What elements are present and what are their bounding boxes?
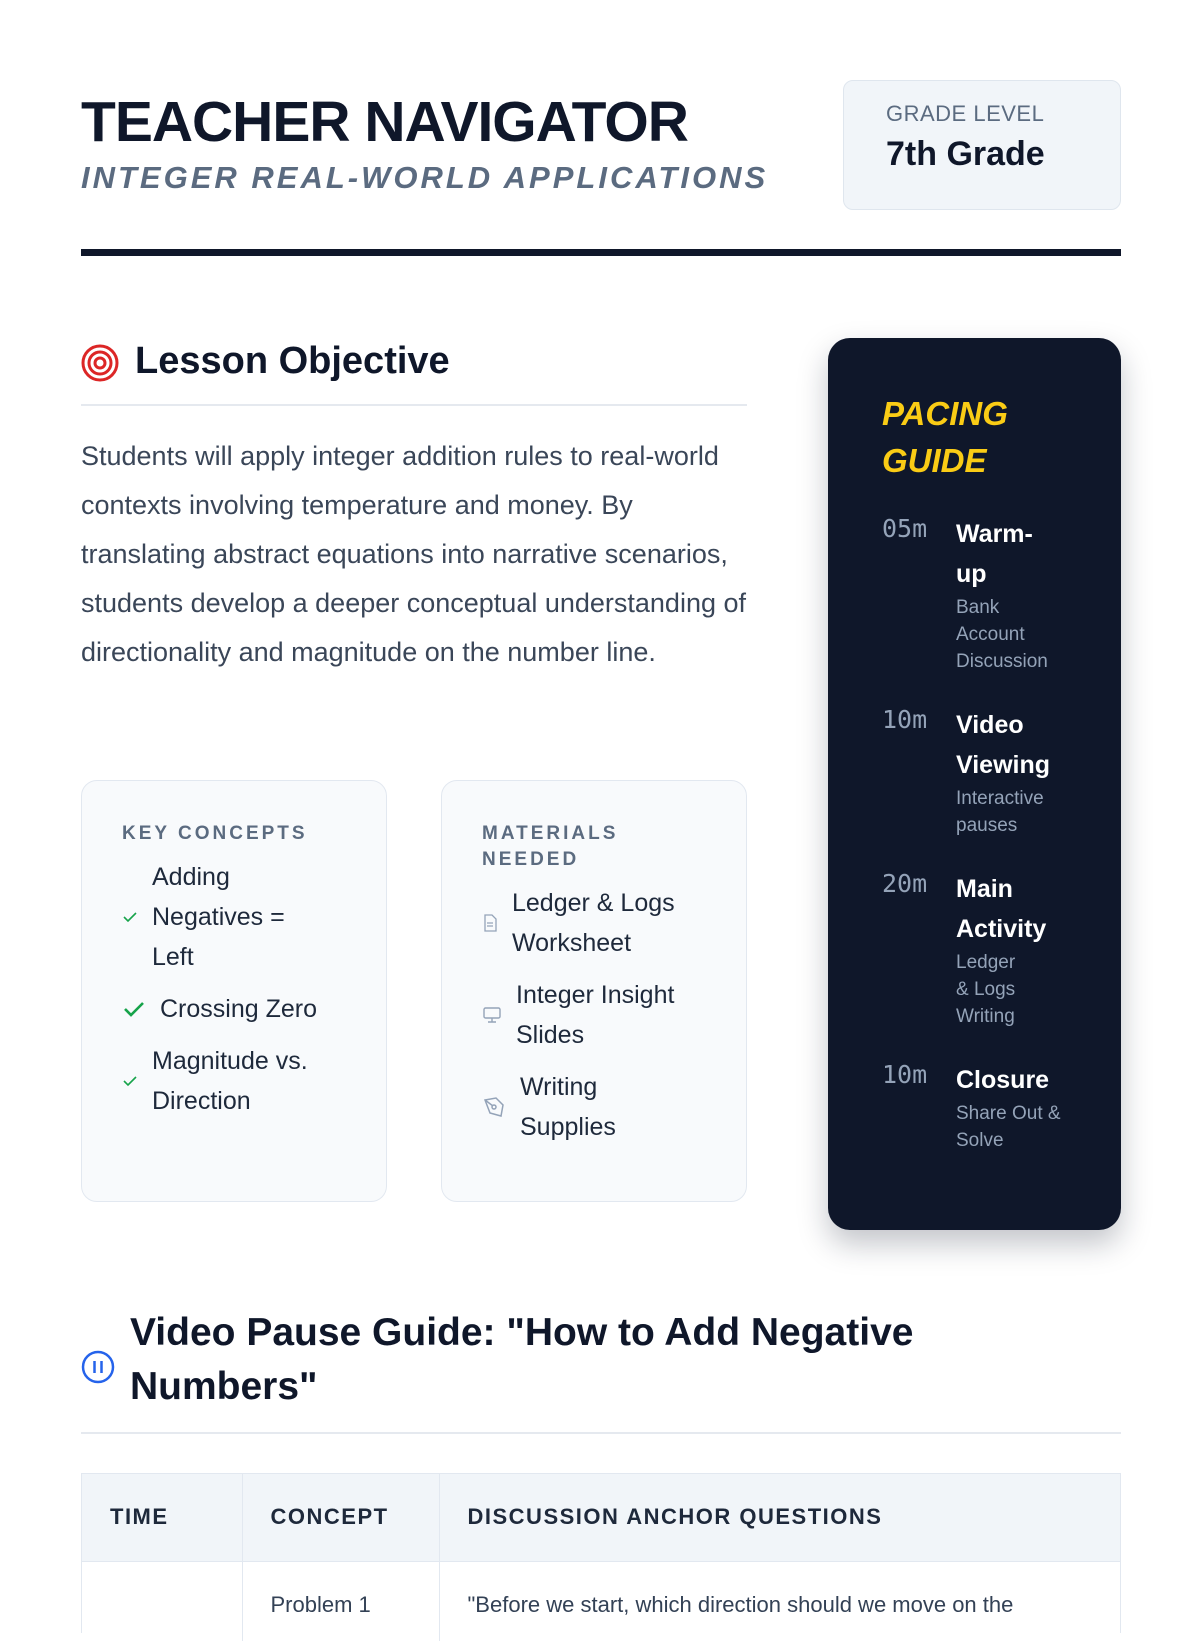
cell-time [82, 1561, 242, 1641]
materials-label: MATERIALS NEEDED [482, 823, 619, 870]
column-header-concept: CONCEPT [242, 1474, 439, 1561]
page-header [81, 80, 1121, 260]
pacing-desc: Bank Account Discussion [956, 597, 1048, 672]
pen-icon [482, 1095, 506, 1119]
material-label: Writing Supplies [520, 1073, 616, 1141]
pacing-time: 20m [882, 869, 928, 898]
pacing-name: Warm-up [956, 520, 1033, 588]
materials-list [482, 883, 716, 1147]
pacing-desc: Ledger & Logs Writing [956, 952, 1016, 1027]
grade-level-value: 7th Grade [886, 135, 1045, 173]
key-concepts-card [81, 780, 387, 1202]
page-title: TEACHER NAVIGATOR [81, 90, 688, 154]
pacing-time: 05m [882, 514, 928, 543]
document-icon [482, 914, 498, 932]
pacing-desc: Share Out & Solve [956, 1103, 1061, 1151]
materials-card [441, 780, 747, 1202]
video-guide-heading [81, 1306, 1121, 1434]
check-icon [122, 1073, 138, 1089]
pacing-time: 10m [882, 705, 928, 734]
table-header-row [82, 1474, 1120, 1561]
objective-text: Students will apply integer addition rules to real-world contexts involving temperature and money. By translating abstract equations into narrative scenarios, students develop a deeper conceptual understanding of directionality and magnitude on the number line. [81, 441, 746, 667]
list-item [482, 1067, 682, 1147]
grade-level-box [843, 80, 1121, 210]
pacing-name: Main Activity [956, 875, 1047, 943]
list-item [482, 975, 722, 1055]
pause-icon [81, 1350, 115, 1384]
pacing-item [882, 1060, 1101, 1154]
cell-concept: Problem 1 [242, 1561, 439, 1641]
video-pause-table [81, 1473, 1121, 1633]
check-icon [122, 997, 146, 1021]
pacing-desc: Interactive pauses [956, 788, 1044, 836]
pacing-item [882, 514, 1101, 675]
list-item [122, 989, 356, 1029]
concept-label: Crossing Zero [160, 995, 317, 1023]
column-header-time: TIME [82, 1474, 242, 1561]
pacing-guide-title: PACING GUIDE [882, 395, 1008, 479]
pacing-guide-panel [828, 338, 1121, 1230]
pacing-item [882, 705, 1101, 839]
check-icon [122, 909, 138, 925]
concept-label: Magnitude vs. Direction [152, 1047, 308, 1115]
video-guide-title: Video Pause Guide: "How to Add Negative Numbers" [130, 1311, 914, 1408]
header-divider [81, 249, 1121, 256]
list-item [122, 857, 322, 977]
objective-title: Lesson Objective [135, 340, 450, 382]
pacing-name: Closure [956, 1066, 1050, 1094]
key-concepts-list [122, 857, 356, 1121]
page-subtitle: INTEGER REAL-WORLD APPLICATIONS [81, 160, 769, 195]
list-item [122, 1041, 352, 1121]
material-label: Integer Insight Slides [516, 981, 675, 1049]
monitor-icon [482, 1006, 502, 1024]
grade-level-label: GRADE LEVEL [886, 101, 1045, 126]
pacing-time: 10m [882, 1060, 928, 1089]
pacing-item [882, 869, 1101, 1030]
material-label: Ledger & Logs Worksheet [512, 889, 675, 957]
key-concepts-label: KEY CONCEPTS [122, 823, 308, 844]
list-item [482, 883, 712, 963]
pacing-name: Video Viewing [956, 711, 1051, 779]
objective-heading [81, 336, 747, 406]
target-icon [81, 344, 119, 382]
concept-label: Adding Negatives = Left [152, 863, 285, 971]
cell-question: "Before we start, which direction should we move on the [467, 1591, 1014, 1617]
table-row [82, 1561, 1120, 1641]
column-header-questions: DISCUSSION ANCHOR QUESTIONS [439, 1474, 1120, 1561]
